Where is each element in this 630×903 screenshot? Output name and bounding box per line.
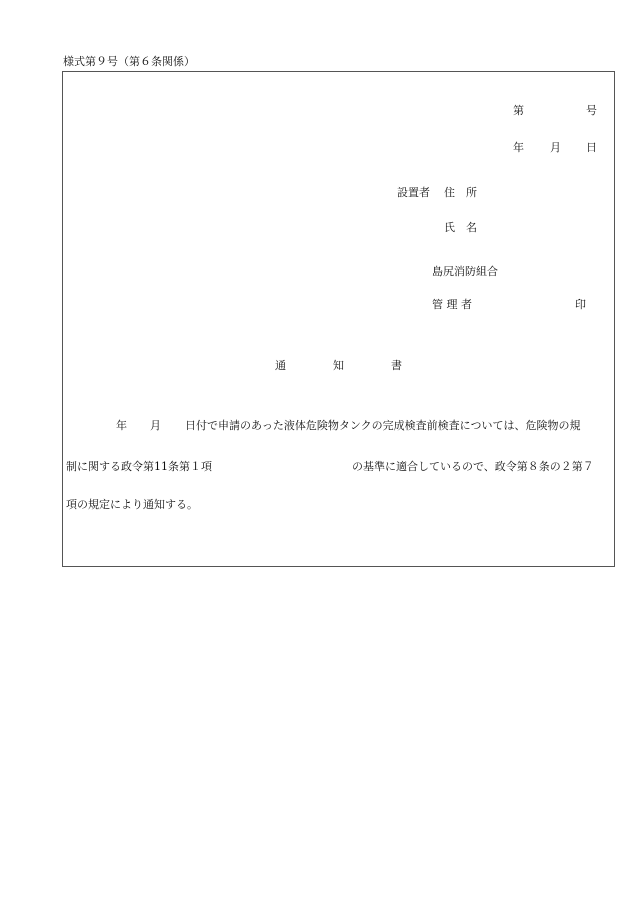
form-label: 様式第９号（第６条関係） <box>63 55 195 68</box>
body-line1-text: 日付で申請のあった液体危険物タンクの完成検査前検査については、危険物の規 <box>185 419 581 432</box>
address-label: 住 所 <box>444 186 477 199</box>
body-line2-right: の基準に適合しているので、政令第８条の２第７ <box>352 460 594 473</box>
body-line2-left: 制に関する政令第11条第１項 <box>66 460 212 473</box>
number-dai-label: 第 <box>513 104 524 117</box>
date-day-label: 日 <box>586 141 597 154</box>
date-year-label: 年 <box>513 141 524 154</box>
body-line1-month: 月 <box>150 419 161 432</box>
organization-name: 島尻消防組合 <box>432 265 498 278</box>
applicant-role: 設置者 <box>397 186 430 199</box>
notice-form <box>62 71 615 567</box>
number-go-label: 号 <box>586 104 597 117</box>
name-label: 氏 名 <box>444 221 477 234</box>
seal-mark: 印 <box>575 298 586 311</box>
doc-title-char-1: 通 <box>275 359 286 372</box>
body-line1-year: 年 <box>116 419 127 432</box>
doc-title-char-3: 書 <box>391 359 402 372</box>
date-month-label: 月 <box>550 141 561 154</box>
body-line3: 項の規定により通知する。 <box>66 498 198 511</box>
doc-title-char-2: 知 <box>333 359 344 372</box>
manager-title: 管 理 者 <box>432 298 472 311</box>
